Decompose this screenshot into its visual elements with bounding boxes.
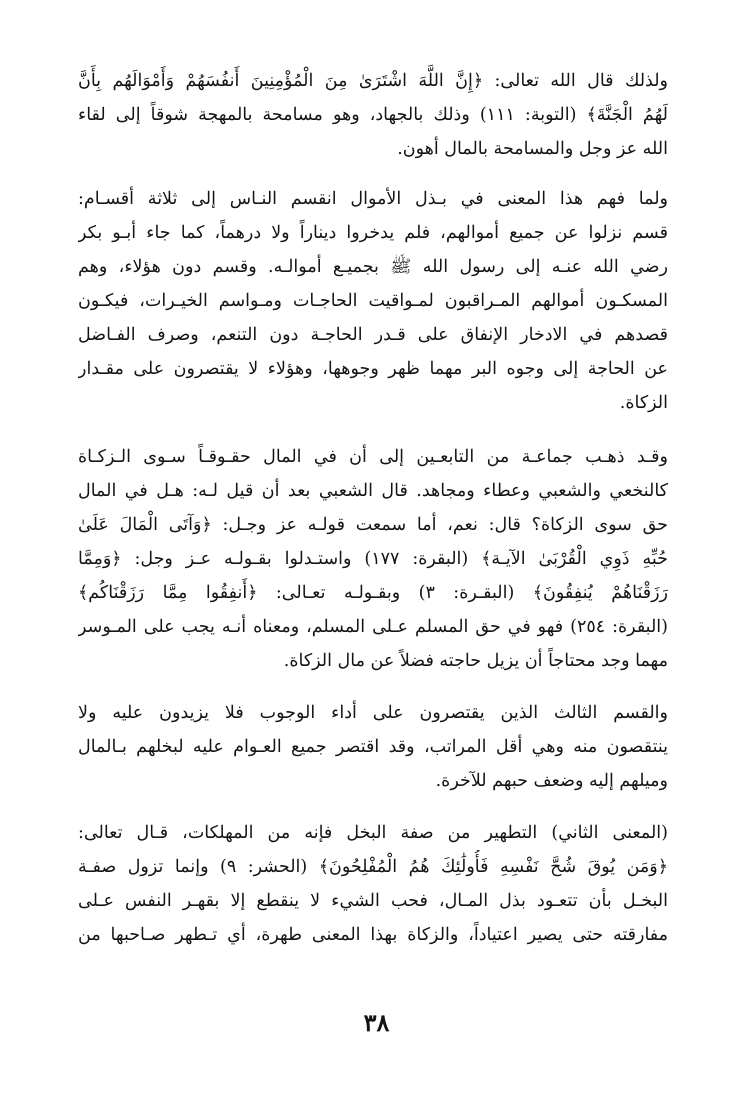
paragraph-4 xyxy=(78,696,668,798)
text-line: (المعنى الثاني) التطهير من صفة البخل فإنه من المهلكات، قـال تعالى: xyxy=(78,823,668,843)
text-line: ينتقصون منه وهي أقل المراتب، وقد اقتصر جميع العـوام عليه لبخلهم بـالمال xyxy=(78,737,668,757)
text-line: مهما وجد محتاجاً أن يزيل حاجته فضلاً عن مال الزكاة. xyxy=(283,651,668,671)
page-body xyxy=(78,64,668,952)
paragraph-1 xyxy=(78,64,668,166)
text-line: وقـد ذهـب جماعـة من التابعـين إلى أن في المال حقـوقـاً سـوى الـزكـاة xyxy=(78,447,668,467)
text-line: وميلهم إليه وضعف حبهم للآخرة. xyxy=(435,771,668,791)
paragraph-spacer xyxy=(78,678,668,696)
text-line: الله عز وجل والمسامحة بالمال أهون. xyxy=(397,139,668,159)
text-line: الزكاة. xyxy=(619,393,668,413)
paragraph-spacer xyxy=(78,166,668,182)
text-line: قصدهم في الادخار الإنفاق على قـدر الحاجـة دون التنعم، وصرف الفـاضل xyxy=(78,325,668,345)
text-line: عن الحاجة إلى وجوه البر مهما ظهر وجوهها، وهؤلاء لا يقتصرون على مقـدار xyxy=(78,359,668,379)
text-line: لَهُمُ الْجَنَّةَ﴾ (التوبة: ١١١) وذلك بالجهاد، وهو مسامحة بالمهجة شوقاً إلى لقاء xyxy=(78,105,668,125)
text-line: ولما فهم هذا المعنى في بـذل الأموال انقسم النـاس إلى ثلاثة أقسـام: xyxy=(78,189,668,209)
text-line: ولذلك قال الله تعالى: ﴿إِنَّ اللَّهَ اشْتَرَىٰ مِنَ الْمُؤْمِنِينَ أَنفُسَهُمْ وَأَمْوَالَهُم بِأَنَّ xyxy=(78,71,668,91)
text-line: ﴿وَمَن يُوقَ شُحَّ نَفْسِهِ فَأُولَٰئِكَ هُمُ الْمُفْلِحُونَ﴾ (الحشر: ٩) وإنما تزول صفـة xyxy=(78,857,668,877)
text-line: حق سوى الزكاة؟ قال: نعم، أما سمعت قولـه عز وجـل: ﴿وَآتَى الْمَالَ عَلَىٰ xyxy=(78,515,668,535)
text-line: قسم نزلوا عن جميع أموالهم، فلم يدخروا ديناراً ولا درهماً، كما جاء أبـو بكر xyxy=(78,223,668,243)
paragraph-3 xyxy=(78,440,668,678)
text-line: كالنخعي والشعبي وعطاء ومجاهد. قال الشعبي بعد أن قيل لـه: هـل في المال xyxy=(78,481,668,501)
paragraph-5 xyxy=(78,816,668,952)
text-line: (البقرة: ٢٥٤) فهو في حق المسلم عـلى المسلم، ومعناه أنـه يجب على المـوسر xyxy=(78,617,668,637)
text-line: والقسم الثالث الذين يقتصرون على أداء الوجوب فلا يزيدون عليه ولا xyxy=(78,703,668,723)
text-line: حُبِّهِ ذَوِي الْقُرْبَىٰ الآيـة﴾ (البقرة: ١٧٧) واستـدلوا بقـولـه عـز وجل: ﴿وَمِمَّا xyxy=(78,549,668,569)
paragraph-spacer xyxy=(78,420,668,440)
text-line: المسكـون أموالهم المـراقبون لمـواقيت الحاجـات ومـواسم الخيـرات، فيكـون xyxy=(78,291,668,311)
text-line: البخـل بأن تتعـود بذل المـال، فحب الشيء لا ينقطع إلا بقهـر النفس عـلى xyxy=(78,891,668,911)
text-line: رضي الله عنـه إلى رسول الله ﷺ بجميـع أموالـه. وقسم دون هؤلاء، وهم xyxy=(78,257,668,277)
page-number: ٣٨ xyxy=(363,1008,390,1037)
paragraph-2 xyxy=(78,182,668,420)
text-line: مفارقته حتى يصير اعتياداً، والزكاة بهذا المعنى طهرة، أي تـطهر صـاحبها من xyxy=(78,925,668,945)
text-line: رَزَقْنَاهُمْ يُنفِقُونَ﴾ (البقـرة: ٣) وبقـولـه تعـالى: ﴿أَنفِقُوا مِمَّا رَزَقْنَاكُم﴾ xyxy=(78,583,668,603)
paragraph-spacer xyxy=(78,798,668,816)
